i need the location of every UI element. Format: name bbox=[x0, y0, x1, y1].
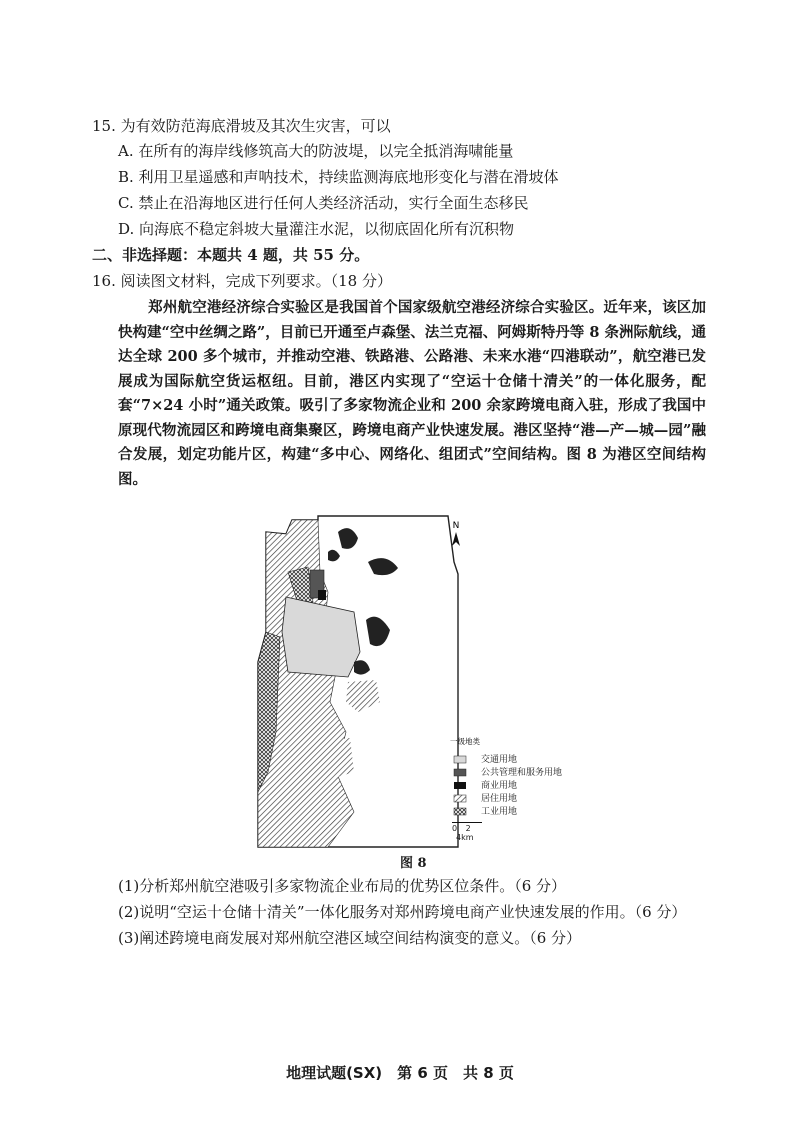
port-area-map bbox=[258, 512, 480, 854]
legend-label-transport: 交通用地 bbox=[481, 755, 518, 765]
q15-stem: 15. 为有效防范海底滑坡及其次生灾害，可以 bbox=[92, 117, 391, 135]
q16-sub-1: (1)分析郑州航空港吸引多家物流企业布局的优势区位条件。（6 分） bbox=[118, 877, 567, 895]
page-footer: 地理试题(SX) 第 6 页 共 8 页 bbox=[286, 1064, 514, 1082]
scale-label-0: 0 bbox=[452, 824, 458, 833]
legend-swatch-public bbox=[454, 769, 466, 776]
legend-labels bbox=[481, 754, 562, 819]
scale-labels bbox=[452, 824, 488, 842]
q15-option-a: A. 在所有的海岸线修筑高大的防波堤，以完全抵消海啸能量 bbox=[118, 142, 514, 160]
north-label: N bbox=[452, 521, 460, 531]
q16-sub-3: (3)阐述跨境电商发展对郑州航空港区域空间结构演变的意义。（6 分） bbox=[118, 929, 582, 947]
legend-swatch-industrial bbox=[454, 808, 466, 815]
north-arrow bbox=[452, 521, 460, 546]
q15-option-c: C. 禁止在沿海地区进行任何人类经济活动，实行全面生态移民 bbox=[118, 194, 529, 212]
q16-material-text: 郑州航空港经济综合实验区是我国首个国家级航空港经济综合实验区。近年来，该区加快构建“空中丝绸之路”，目前已开通至卢森堡、法兰克福、阿姆斯特丹等 8 条洲际航线，通达全球 200 多个城市，并推动空港、铁路港、公路港、未来水港“四港联动”，航空港已发展成为国际航空货运枢纽。目前，港区内实现了“空运十仓储十清关”的一体化服务，配套“7×24 小时”通关政策。吸引了多家物流企业和 200 余家跨境电商入驻，形成了我国中原现代物流园区和跨境电商集聚区，跨境电商产业快速发展。港区坚持“港—产—城—园”融合发展，划定功能片区，构建“多中心、网络化、组团式”空间结构。图 8 为港区空间结构图。 bbox=[118, 299, 706, 488]
q15-option-d: D. 向海底不稳定斜坡大量灌注水泥，以彻底固化所有沉积物 bbox=[118, 220, 515, 238]
section-heading: 二、非选择题：本题共 4 题，共 55 分。 bbox=[92, 246, 370, 264]
commercial-area bbox=[318, 590, 326, 600]
legend-swatch-residential bbox=[454, 795, 466, 802]
q16-sub-2: (2)说明“空运十仓储十清关”一体化服务对郑州跨境电商产业快速发展的作用。（6 分） bbox=[118, 903, 687, 921]
legend-label-commercial: 商业用地 bbox=[481, 781, 518, 791]
scale-bar bbox=[452, 818, 482, 823]
q15-option-b: B. 利用卫星遥感和声呐技术，持续监测海底地形变化与潜在滑坡体 bbox=[118, 168, 559, 186]
q16-material bbox=[118, 296, 706, 492]
residential-patch-southwest bbox=[278, 788, 320, 837]
legend-label-public: 公共管理和服务用地 bbox=[481, 768, 563, 778]
legend-label-residential: 居住用地 bbox=[481, 794, 518, 804]
legend-swatch-commercial bbox=[454, 782, 466, 789]
legend-title: 一级地类 bbox=[450, 737, 480, 746]
legend-label-industrial: 工业用地 bbox=[481, 807, 518, 817]
scale-label-4: 4km bbox=[456, 833, 474, 842]
figure-caption: 图 8 bbox=[400, 856, 427, 871]
q16-stem: 16. 阅读图文材料，完成下列要求。（18 分） bbox=[92, 272, 392, 290]
scale-label-2: 2 bbox=[465, 824, 471, 833]
legend-swatch-transport bbox=[454, 756, 466, 763]
